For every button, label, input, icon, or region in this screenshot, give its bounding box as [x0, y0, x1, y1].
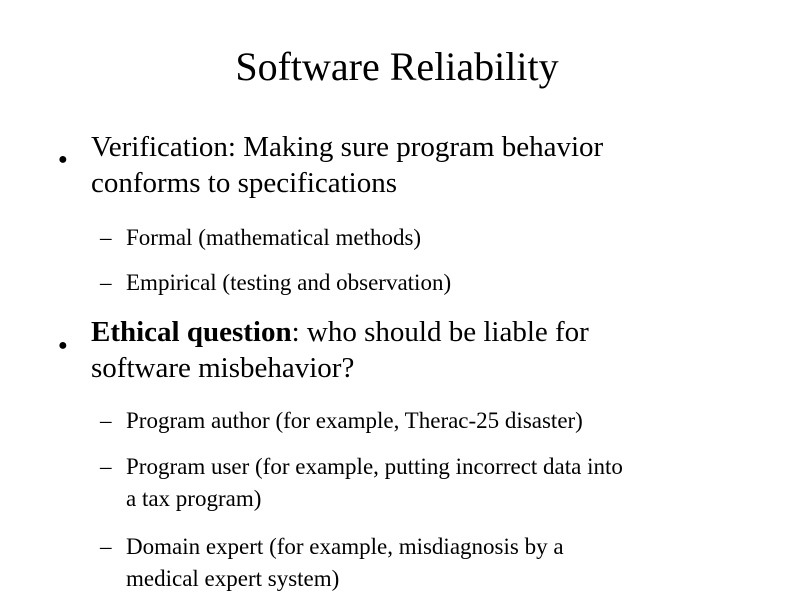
bullet-line-rest: : who should be liable for	[291, 316, 589, 348]
bold-term: Ethical question	[91, 316, 292, 348]
bullet-line: Verification: Making sure program behavior	[91, 131, 604, 163]
sub-bullet-line: Formal (mathematical methods)	[126, 225, 422, 250]
bullet-ethical-question	[91, 314, 589, 386]
bullet-line	[91, 314, 589, 350]
sub-bullet-program-user	[126, 451, 623, 515]
sub-bullet-marker: –	[100, 225, 112, 250]
sub-bullet-marker: –	[100, 408, 112, 433]
sub-bullet-domain-expert	[126, 531, 564, 595]
sub-bullet-formal	[126, 222, 421, 254]
sub-bullet-line: Domain expert (for example, misdiagnosis by a	[126, 534, 564, 559]
sub-bullet-marker: –	[100, 270, 112, 295]
sub-bullet-marker: –	[100, 454, 112, 479]
sub-bullet-marker: –	[100, 534, 112, 559]
sub-bullet-line: Program user (for example, putting incorrect data into	[126, 454, 623, 479]
bullet-line: software misbehavior?	[91, 352, 355, 384]
bullet-marker: ●	[58, 337, 68, 354]
bullet-marker: ●	[58, 151, 68, 168]
sub-bullet-program-author	[126, 405, 583, 437]
sub-bullet-empirical	[126, 267, 451, 299]
sub-bullet-line: medical expert system)	[126, 566, 340, 591]
slide-title: Software Reliability	[235, 44, 559, 89]
sub-bullet-line: a tax program)	[126, 486, 262, 511]
sub-bullet-line: Program author (for example, Therac-25 disaster)	[126, 408, 583, 433]
sub-bullet-line: Empirical (testing and observation)	[126, 270, 452, 295]
bullet-line: conforms to specifications	[91, 167, 398, 199]
bullet-verification	[91, 129, 603, 201]
